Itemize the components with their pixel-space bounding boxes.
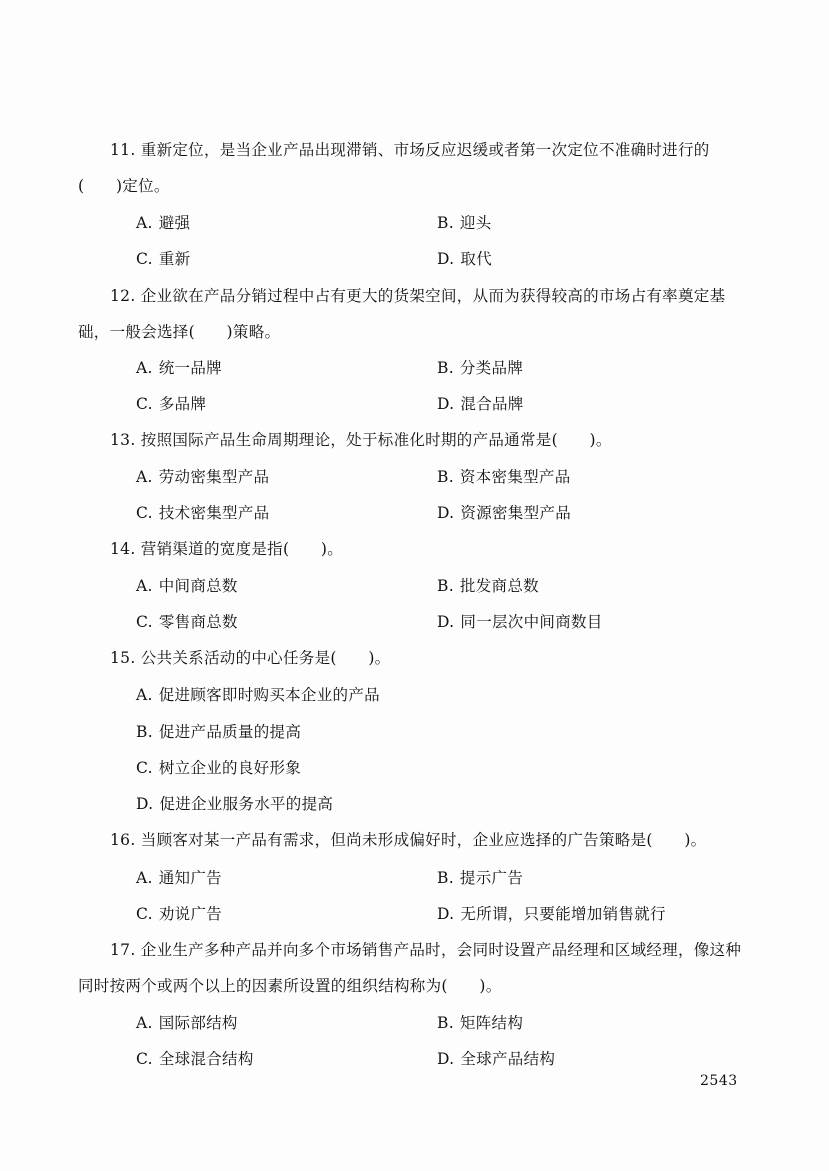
option-text: 零售商总数 bbox=[158, 613, 238, 631]
question-11-stem: 11. 重新定位，是当企业产品出现滞销、市场反应迟缓或者第一次定位不准确时进行的( )定位。 bbox=[78, 141, 710, 195]
question-17-stem: 17. 企业生产多种产品并向多个市场销售产品时，会同时设置产品经理和区域经理，像这种同时按两个或两个以上的因素所设置的组织结构称为( )。 bbox=[78, 941, 742, 995]
option-text: 避强 bbox=[158, 214, 191, 232]
option-text: 资源密集型产品 bbox=[460, 504, 572, 522]
question-13-option-d bbox=[437, 503, 571, 523]
option-letter: B. bbox=[437, 577, 454, 595]
question-16-option-c bbox=[136, 904, 222, 924]
option-text: 资本密集型产品 bbox=[459, 468, 571, 486]
option-text: 促进顾客即时购买本企业的产品 bbox=[158, 686, 380, 704]
option-letter: B. bbox=[136, 723, 153, 741]
question-17-option-b bbox=[437, 1013, 523, 1033]
option-letter: C. bbox=[136, 759, 153, 777]
question-16-option-d bbox=[437, 904, 666, 924]
question-13-option-a bbox=[136, 467, 269, 487]
option-letter: B. bbox=[437, 869, 454, 887]
option-text: 中间商总数 bbox=[158, 577, 238, 595]
question-15-option-d bbox=[136, 794, 333, 814]
option-letter: B. bbox=[437, 468, 454, 486]
option-letter: D. bbox=[437, 395, 455, 413]
option-text: 国际部结构 bbox=[158, 1014, 238, 1032]
question-12-option-a bbox=[136, 358, 222, 378]
option-letter: A. bbox=[136, 214, 153, 232]
question-13-stem: 13. 按照国际产品生命周期理论，处于标准化时期的产品通常是( )。 bbox=[110, 431, 612, 449]
question-17-option-c bbox=[136, 1049, 254, 1069]
option-text: 通知广告 bbox=[158, 869, 222, 887]
question-16-stem: 16. 当顾客对某一产品有需求，但尚未形成偏好时，企业应选择的广告策略是( )。 bbox=[110, 831, 707, 849]
option-letter: C. bbox=[136, 905, 153, 923]
option-letter: B. bbox=[437, 1014, 454, 1032]
question-16-option-b bbox=[437, 868, 523, 888]
option-text: 分类品牌 bbox=[459, 359, 524, 377]
option-letter: A. bbox=[136, 1014, 153, 1032]
question-14-option-a bbox=[136, 576, 238, 596]
option-text: 同一层次中间商数目 bbox=[460, 613, 603, 631]
question-12-stem: 12. 企业欲在产品分销过程中占有更大的货架空间，从而为获得较高的市场占有率奠定基础，一般会选择( )策略。 bbox=[78, 287, 726, 341]
option-letter: A. bbox=[136, 577, 153, 595]
option-text: 促进企业服务水平的提高 bbox=[159, 795, 334, 813]
page-number: 2543 bbox=[700, 1073, 738, 1089]
option-text: 全球产品结构 bbox=[460, 1050, 556, 1068]
question-15-option-c bbox=[136, 758, 301, 778]
option-text: 迎头 bbox=[459, 214, 492, 232]
option-letter: A. bbox=[136, 359, 153, 377]
option-letter: C. bbox=[136, 1050, 153, 1068]
option-text: 技术密集型产品 bbox=[158, 504, 270, 522]
question-15-option-b bbox=[136, 722, 301, 742]
option-letter: A. bbox=[136, 869, 153, 887]
option-letter: B. bbox=[437, 214, 454, 232]
question-12-option-d bbox=[437, 394, 524, 414]
question-13-option-b bbox=[437, 467, 571, 487]
option-text: 促进产品质量的提高 bbox=[158, 723, 302, 741]
question-16-option-a bbox=[136, 868, 222, 888]
option-letter: A. bbox=[136, 686, 153, 704]
option-letter: D. bbox=[437, 613, 455, 631]
option-letter: B. bbox=[437, 359, 454, 377]
question-17-option-a bbox=[136, 1013, 238, 1033]
question-14-option-b bbox=[437, 576, 539, 596]
option-text: 提示广告 bbox=[459, 869, 524, 887]
option-letter: A. bbox=[136, 468, 153, 486]
option-letter: D. bbox=[437, 1050, 455, 1068]
option-text: 混合品牌 bbox=[460, 395, 524, 413]
option-text: 多品牌 bbox=[158, 395, 207, 413]
option-letter: C. bbox=[136, 504, 153, 522]
option-text: 重新 bbox=[158, 250, 191, 268]
option-text: 全球混合结构 bbox=[158, 1050, 254, 1068]
question-17-option-d bbox=[437, 1049, 555, 1069]
option-letter: D. bbox=[136, 795, 154, 813]
option-letter: D. bbox=[437, 504, 455, 522]
option-text: 统一品牌 bbox=[158, 359, 222, 377]
question-11-option-a bbox=[136, 213, 190, 233]
option-letter: C. bbox=[136, 613, 153, 631]
option-text: 树立企业的良好形象 bbox=[158, 759, 302, 777]
option-text: 矩阵结构 bbox=[459, 1014, 524, 1032]
option-letter: C. bbox=[136, 395, 153, 413]
question-12-option-c bbox=[136, 394, 206, 414]
option-text: 劳动密集型产品 bbox=[158, 468, 270, 486]
option-letter: D. bbox=[437, 905, 455, 923]
option-letter: D. bbox=[437, 250, 455, 268]
question-14-stem: 14. 营销渠道的宽度是指( )。 bbox=[110, 540, 344, 558]
question-11-option-b bbox=[437, 213, 492, 233]
question-12-option-b bbox=[437, 358, 523, 378]
question-14-option-d bbox=[437, 612, 603, 632]
question-15-option-a bbox=[136, 685, 380, 705]
option-letter: C. bbox=[136, 250, 153, 268]
option-text: 取代 bbox=[460, 250, 493, 268]
question-13-option-c bbox=[136, 503, 269, 523]
option-text: 批发商总数 bbox=[459, 577, 539, 595]
question-11-option-c bbox=[136, 249, 190, 269]
question-11-option-d bbox=[437, 249, 492, 269]
question-14-option-c bbox=[136, 612, 238, 632]
option-text: 无所谓，只要能增加销售就行 bbox=[460, 905, 666, 923]
option-text: 劝说广告 bbox=[158, 905, 223, 923]
question-15-stem: 15. 公共关系活动的中心任务是( )。 bbox=[110, 649, 391, 667]
